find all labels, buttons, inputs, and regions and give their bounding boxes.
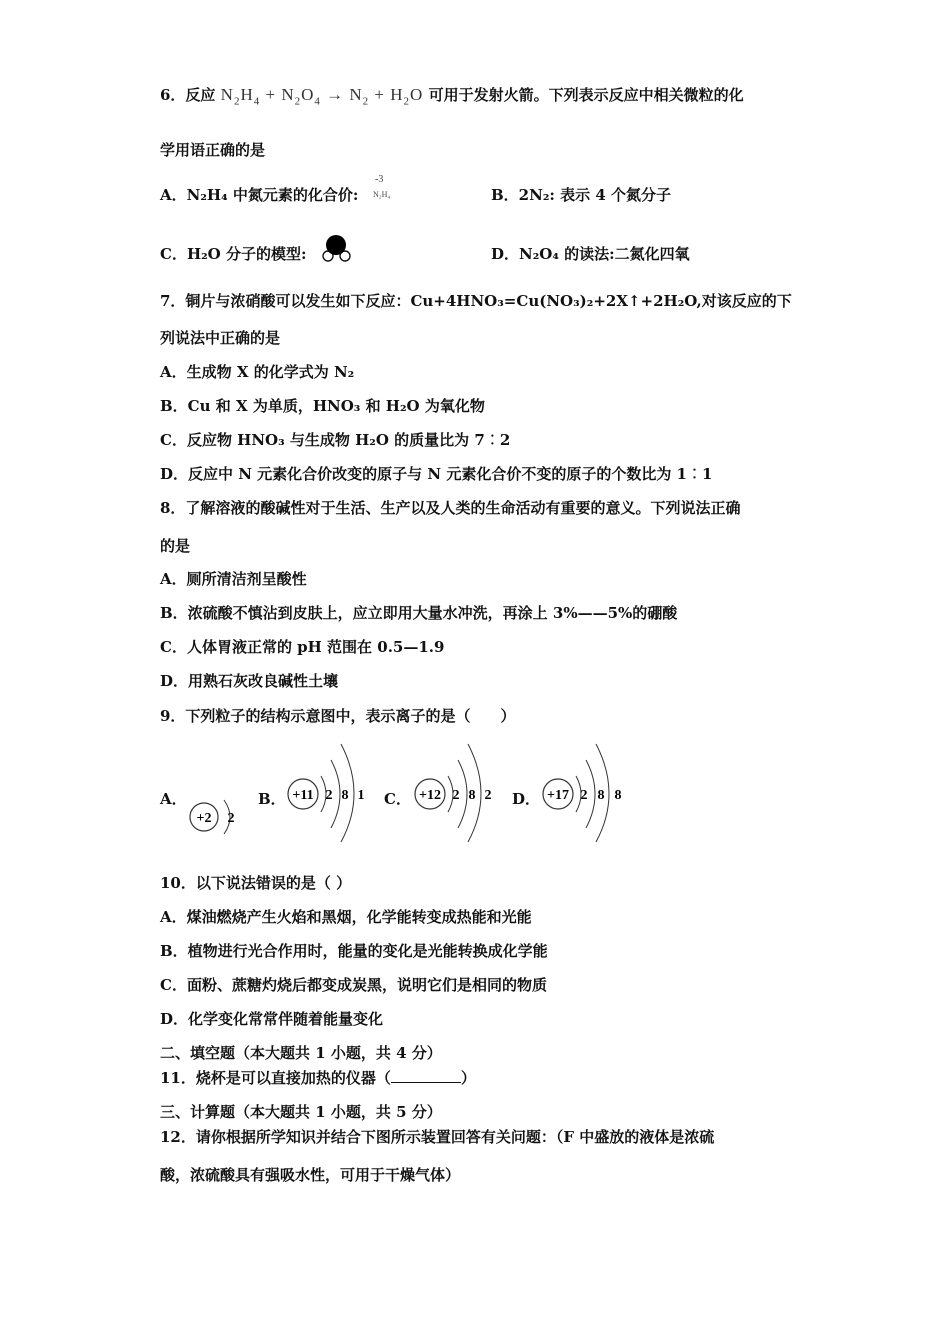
- q7-option-c: C．反应物 HNO₃ 与生成物 H₂O 的质量比为 7︰2: [160, 431, 511, 449]
- q9-label-a: A．: [160, 790, 187, 808]
- atom-c-nucleus: +12: [419, 788, 441, 803]
- q8-stem-line1: 8．了解溶液的酸碱性对于生活、生产以及人类的生命活动有重要的意义。下列说法正确: [160, 499, 741, 517]
- q8-option-b: B．浓硫酸不慎沾到皮肤上，应立即用大量水冲洗，再涂上 3%——5%的硼酸: [160, 604, 678, 622]
- q10-stem: 10．以下说法错误的是（ ）: [160, 874, 352, 892]
- atom-b-shell-3: 1: [357, 788, 365, 803]
- section-2-title: 二、填空题（本大题共 1 小题，共 4 分）: [160, 1044, 442, 1062]
- q6-option-a: A．N₂H₄ 中氮元素的化合价:: [160, 186, 359, 204]
- q6-stem-line1: [160, 84, 744, 112]
- atom-b-shell-2: 8: [341, 788, 349, 803]
- section-3-title: 三、计算题（本大题共 1 小题，共 5 分）: [160, 1103, 442, 1121]
- atom-diagram-d: [540, 738, 626, 844]
- q12-line2: 酸，浓硫酸具有强吸水性，可用于干燥气体）: [160, 1166, 461, 1184]
- atom-a-nucleus: +2: [196, 811, 212, 826]
- q6-option-c: C．H₂O 分子的模型:: [160, 245, 307, 263]
- q6-stem-tail: 可用于发射火箭。下列表示反应中相关微粒的化: [428, 86, 744, 104]
- q7-stem-line1: 7．铜片与浓硝酸可以发生如下反应：Cu+4HNO₃=Cu(NO₃)₂+2X↑+2H₂O,对该反应的下: [160, 292, 792, 310]
- atom-c-shell-2: 8: [468, 788, 476, 803]
- q9-stem: 9．下列粒子的结构示意图中，表示离子的是（ ）: [160, 707, 516, 725]
- q7-option-d: D．反应中 N 元素化合价改变的原子与 N 元素化合价不变的原子的个数比为 1︰1: [160, 465, 713, 483]
- atom-a-shell-1: 2: [227, 811, 235, 826]
- q8-stem-line2: 的是: [160, 537, 191, 555]
- q7-option-a: A．生成物 X 的化学式为 N₂: [160, 363, 355, 381]
- q7-option-b: B．Cu 和 X 为单质，HNO₃ 和 H₂O 为氧化物: [160, 397, 485, 415]
- atom-c-shell-1: 2: [452, 788, 460, 803]
- q12-line1: 12．请你根据所学知识并结合下图所示装置回答有关问题：（F 中盛放的液体是浓硫: [160, 1128, 715, 1146]
- q10-option-b: B．植物进行光合作用时，能量的变化是光能转换成化学能: [160, 942, 548, 960]
- atom-diagram-c: [412, 738, 496, 844]
- q6-oxidation-formula: N₂H₄: [373, 190, 391, 199]
- q11-text: 11．烧杯是可以直接加热的仪器（: [160, 1069, 391, 1087]
- q10-option-c: C．面粉、蔗糖灼烧后都变成炭黑，说明它们是相同的物质: [160, 976, 547, 994]
- q8-option-c: C．人体胃液正常的 pH 范围在 0.5—1.9: [160, 638, 445, 656]
- q11-close-paren: ）: [460, 1069, 476, 1087]
- q9-label-c: C．: [384, 790, 411, 808]
- q6-option-b: B．2N₂: 表示 4 个氮分子: [491, 186, 672, 204]
- atom-b-shell-1: 2: [325, 788, 333, 803]
- q6-number: 6．反应: [160, 86, 216, 104]
- q7-stem-line2: 列说法中正确的是: [160, 329, 281, 347]
- atom-d-shell-2: 8: [597, 788, 605, 803]
- q6-option-d: D．N₂O₄ 的读法:二氮化四氧: [491, 245, 690, 263]
- atom-diagram-a: [186, 792, 238, 842]
- q6-stem-line2: 学用语正确的是: [160, 141, 266, 159]
- q10-option-d: D．化学变化常常伴随着能量变化: [160, 1010, 384, 1028]
- q11: [160, 1067, 476, 1089]
- atom-d-shell-3: 8: [614, 788, 622, 803]
- atom-d-nucleus: +17: [547, 788, 569, 803]
- water-molecule-model-icon: [316, 234, 358, 264]
- q8-option-d: D．用熟石灰改良碱性土壤: [160, 672, 339, 690]
- q10-option-a: A．煤油燃烧产生火焰和黑烟，化学能转变成热能和光能: [160, 908, 532, 926]
- q6-equation: $N_2H_4 + N_2O_4 \to N_2 + H_2O$: [220, 85, 424, 108]
- atom-b-nucleus: +11: [292, 788, 314, 803]
- q9-label-b: B．: [258, 790, 286, 808]
- atom-c-shell-3: 2: [484, 788, 492, 803]
- q9-label-d: D．: [512, 790, 541, 808]
- q8-option-a: A．厕所清洁剂呈酸性: [160, 570, 307, 588]
- q11-answer-blank: [391, 1068, 461, 1083]
- atom-diagram-b: [285, 738, 369, 844]
- q6-oxidation-number: -3: [375, 174, 384, 185]
- atom-d-shell-1: 2: [580, 788, 588, 803]
